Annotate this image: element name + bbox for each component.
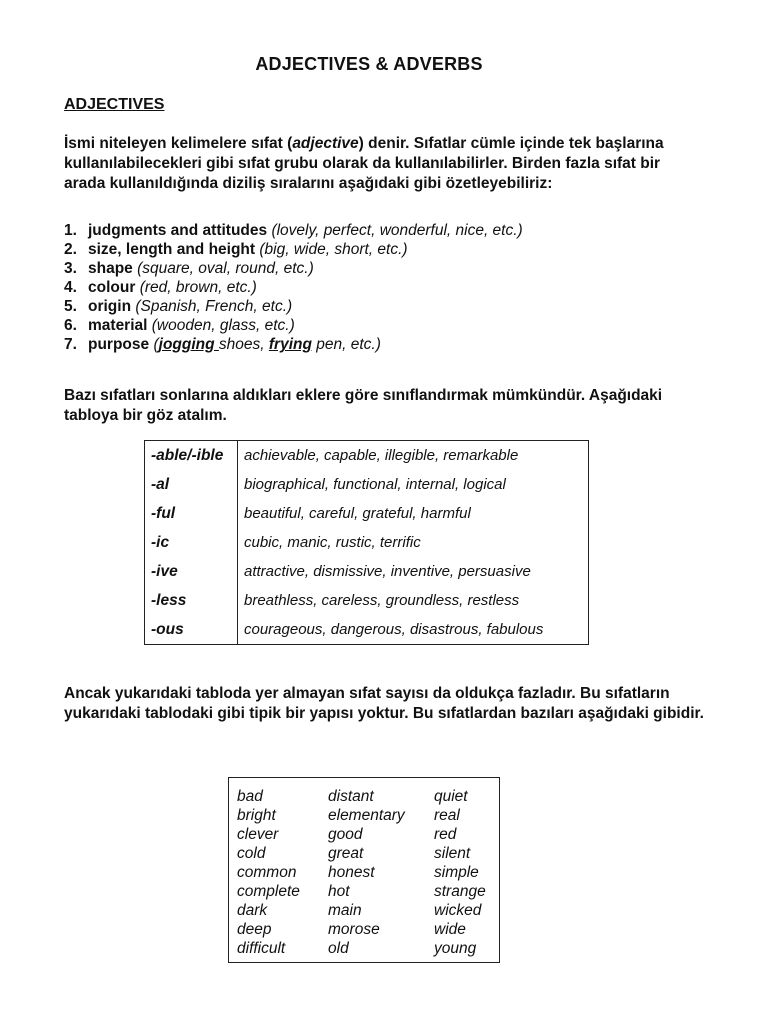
- section-heading: ADJECTIVES: [64, 96, 165, 113]
- list-number: 2.: [64, 241, 77, 258]
- word-item: young: [434, 940, 477, 957]
- list-item: [64, 278, 724, 297]
- list-number: 7.: [64, 336, 77, 353]
- word-item: honest: [328, 864, 375, 881]
- suffix-cell: -able/-ible: [145, 441, 238, 471]
- purpose-word-frying: frying: [268, 336, 312, 353]
- word-item: hot: [328, 883, 350, 900]
- suffix-cell: -ic: [145, 528, 238, 557]
- adjective-order-list: [64, 221, 724, 354]
- purpose-mid: shoes,: [218, 336, 269, 353]
- purpose-open: (: [153, 336, 159, 353]
- list-item: [64, 316, 724, 335]
- word-column-1: [237, 787, 300, 958]
- list-number: 1.: [64, 222, 77, 239]
- suffix-cell: -less: [145, 586, 238, 615]
- intro-paragraph: [64, 134, 704, 194]
- table-row: [145, 557, 589, 586]
- word-item: silent: [434, 845, 471, 862]
- suffix-table: [144, 440, 589, 645]
- word-item: dark: [237, 902, 268, 919]
- suffix-cell: -al: [145, 470, 238, 499]
- examples-cell: beautiful, careful, grateful, harmful: [244, 505, 471, 522]
- suffix-cell: -ive: [145, 557, 238, 586]
- intro-term: adjective: [292, 135, 359, 152]
- table-row: [145, 499, 589, 528]
- intro-text-part2: ) denir. Sıfatlar cümle içinde tek başlarına kullanılabilecekleri gibi sıfat grubu olarak da kullanılabilirler. Birden fazla sıfat bir arada kullanıldığında diziliş sıralarını aşağıdaki gibi özetleyebiliriz:: [64, 135, 664, 192]
- list-item: [64, 297, 724, 316]
- word-item: elementary: [328, 807, 405, 824]
- list-item: [64, 259, 724, 278]
- word-item: simple: [434, 864, 479, 881]
- word-item: real: [434, 807, 460, 824]
- purpose-end: pen, etc.): [311, 336, 381, 353]
- word-item: wicked: [434, 902, 482, 919]
- examples-cell: courageous, dangerous, disastrous, fabulous: [244, 621, 544, 638]
- word-item: morose: [328, 921, 380, 938]
- suffix-intro-paragraph: Bazı sıfatları sonlarına aldıkları eklere göre sınıflandırmak mümkündür. Aşağıdaki tabloya bir göz atalım.: [64, 387, 663, 424]
- list-examples: (red, brown, etc.): [139, 279, 257, 296]
- list-term: material: [88, 317, 148, 334]
- suffix-cell: -ous: [145, 615, 238, 645]
- word-item: distant: [328, 788, 374, 805]
- list-term: origin: [88, 298, 132, 315]
- list-examples: (Spanish, French, etc.): [135, 298, 293, 315]
- list-number: 4.: [64, 279, 77, 296]
- word-item: wide: [434, 921, 466, 938]
- word-item: red: [434, 826, 457, 843]
- table-row: [145, 586, 589, 615]
- list-number: 3.: [64, 260, 77, 277]
- word-item: deep: [237, 921, 272, 938]
- intro-text-part1: İsmi niteleyen kelimelere sıfat (: [64, 135, 293, 152]
- list-term: purpose: [88, 336, 150, 353]
- list-term: colour: [88, 279, 136, 296]
- adjective-word-box: [228, 777, 500, 963]
- table-row: [145, 528, 589, 557]
- list-number: 5.: [64, 298, 77, 315]
- list-item-purpose: [64, 335, 724, 354]
- word-column-2: [328, 787, 405, 958]
- list-term: shape: [88, 260, 133, 277]
- list-examples: (wooden, glass, etc.): [151, 317, 295, 334]
- list-term: judgments and attitudes: [88, 222, 268, 239]
- word-item: old: [328, 940, 349, 957]
- table-row: [145, 441, 589, 471]
- list-item: [64, 221, 724, 240]
- word-item: bright: [237, 807, 276, 824]
- word-item: bad: [237, 788, 263, 805]
- list-examples: (square, oval, round, etc.): [137, 260, 314, 277]
- table-row: [145, 470, 589, 499]
- word-item: cold: [237, 845, 266, 862]
- word-item: great: [328, 845, 364, 862]
- word-item: complete: [237, 883, 300, 900]
- word-item: strange: [434, 883, 486, 900]
- word-item: good: [328, 826, 363, 843]
- list-term: size, length and height: [88, 241, 256, 258]
- word-item: main: [328, 902, 362, 919]
- purpose-word-jogging: jogging: [158, 336, 219, 353]
- list-examples: (big, wide, short, etc.): [259, 241, 408, 258]
- list-item: [64, 240, 724, 259]
- word-item: common: [237, 864, 297, 881]
- examples-cell: cubic, manic, rustic, terrific: [244, 534, 421, 551]
- word-item: difficult: [237, 940, 286, 957]
- other-adjectives-paragraph: Ancak yukarıdaki tabloda yer almayan sıfat sayısı da oldukça fazladır. Bu sıfatların yukarıdaki tablodaki gibi tipik bir yapısı yoktur. Bu sıfatlardan bazıları aşağıdaki gibidir.: [64, 685, 704, 722]
- table-row: [145, 615, 589, 645]
- word-column-3: [434, 787, 486, 958]
- examples-cell: attractive, dismissive, inventive, persuasive: [244, 563, 531, 580]
- suffix-cell: -ful: [145, 499, 238, 528]
- page-title: ADJECTIVES & ADVERBS: [255, 54, 483, 74]
- list-examples: (lovely, perfect, wonderful, nice, etc.): [271, 222, 523, 239]
- list-number: 6.: [64, 317, 77, 334]
- examples-cell: breathless, careless, groundless, restless: [244, 592, 520, 609]
- examples-cell: biographical, functional, internal, logical: [244, 476, 506, 493]
- word-item: quiet: [434, 788, 468, 805]
- list-examples: [153, 336, 380, 353]
- word-item: clever: [237, 826, 279, 843]
- examples-cell: achievable, capable, illegible, remarkable: [244, 447, 519, 464]
